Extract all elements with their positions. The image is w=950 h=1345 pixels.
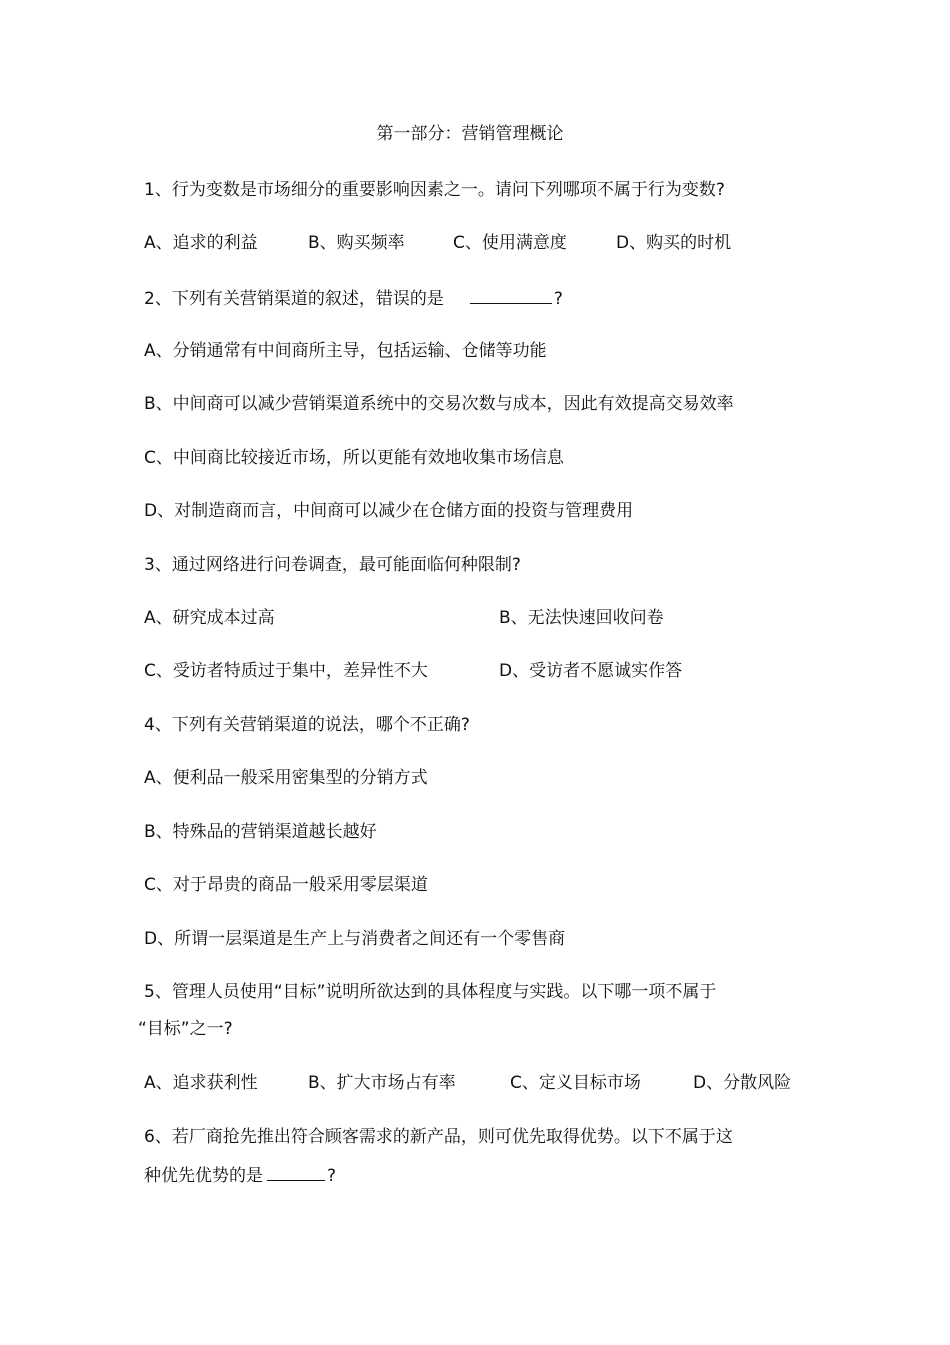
question-1-option-a: A、追求的利益 [144, 233, 258, 253]
question-3-stem: 3、通过网络进行问卷调查，最可能面临何种限制? [144, 555, 521, 575]
question-1-option-c: C、使用满意度 [453, 233, 567, 253]
question-5-stem-line-1: 5、管理人员使用“目标”说明所欲达到的具体程度与实践。以下哪一项不属于 [144, 982, 717, 1002]
question-3-option-d: D、受访者不愿诚实作答 [499, 661, 683, 681]
question-2-option-d: D、对制造商而言，中间商可以减少在仓储方面的投资与管理费用 [144, 501, 634, 521]
question-3-option-a: A、研究成本过高 [144, 608, 275, 628]
question-1-option-d: D、购买的时机 [616, 233, 732, 253]
question-1-stem: 1、行为变数是市场细分的重要影响因素之一。请问下列哪项不属于行为变数? [144, 180, 725, 200]
question-4-option-a: A、便利品一般采用密集型的分销方式 [144, 768, 428, 788]
question-2-option-b: B、中间商可以减少营销渠道系统中的交易次数与成本，因此有效提高交易效率 [144, 394, 734, 414]
question-2-option-c: C、中间商比较接近市场，所以更能有效地收集市场信息 [144, 448, 564, 468]
answer-blank [470, 285, 552, 304]
question-3-option-c: C、受访者特质过于集中，差异性不大 [144, 661, 428, 681]
question-5-option-d: D、分散风险 [693, 1073, 792, 1093]
question-5-option-b: B、扩大市场占有率 [308, 1073, 456, 1093]
question-4-option-d: D、所谓一层渠道是生产上与消费者之间还有一个零售商 [144, 929, 566, 949]
question-5-stem-line-2: “目标”之一? [138, 1019, 233, 1039]
question-3-option-b: B、无法快速回收问卷 [499, 608, 664, 628]
question-2-option-a: A、分销通常有中间商所主导，包括运输、仓储等功能 [144, 341, 547, 361]
question-6-stem-end: ? [327, 1166, 337, 1186]
question-4-option-b: B、特殊品的营销渠道越长越好 [144, 822, 377, 842]
question-1-option-b: B、购买频率 [308, 233, 405, 253]
section-title: 第一部分：营销管理概论 [376, 124, 564, 144]
question-2-stem [144, 285, 563, 311]
question-2-stem-end: ? [553, 289, 563, 309]
question-6-stem-text: 种优先优势的是 [144, 1166, 263, 1186]
question-4-stem: 4、下列有关营销渠道的说法，哪个不正确? [144, 715, 470, 735]
question-2-stem-text: 2、下列有关营销渠道的叙述，错误的是 [144, 289, 444, 309]
answer-blank [267, 1162, 325, 1181]
question-6-stem-line-1: 6、若厂商抢先推出符合顾客需求的新产品，则可优先取得优势。以下不属于这 [144, 1127, 733, 1147]
question-5-option-c: C、定义目标市场 [510, 1073, 641, 1093]
question-5-option-a: A、追求获利性 [144, 1073, 258, 1093]
question-6-stem-line-2 [144, 1162, 336, 1188]
question-4-option-c: C、对于昂贵的商品一般采用零层渠道 [144, 875, 428, 895]
